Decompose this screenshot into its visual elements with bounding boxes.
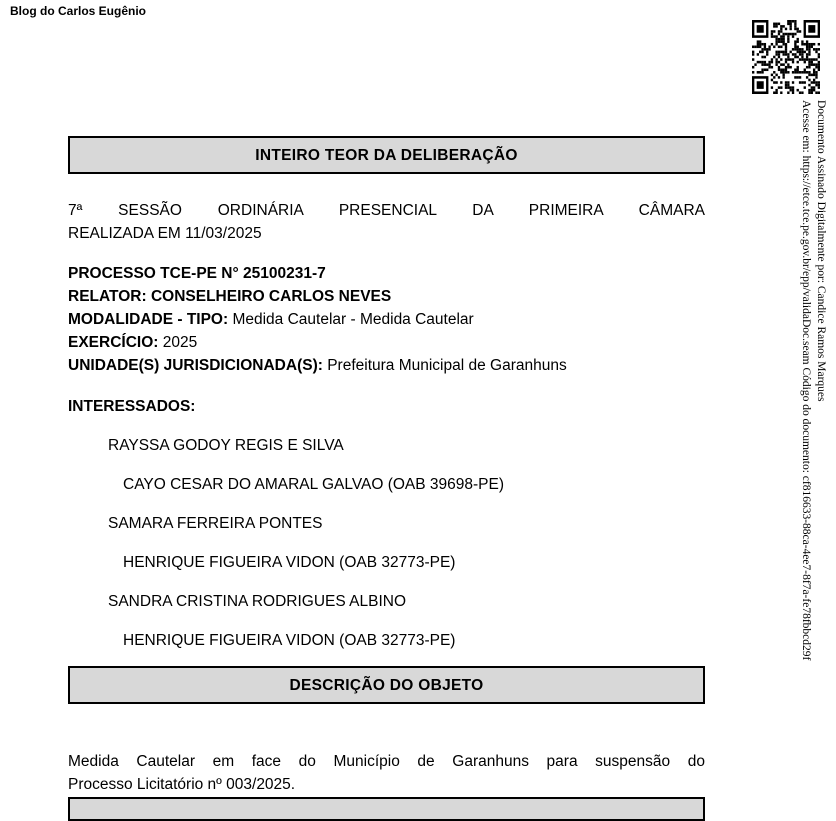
process-number-line: PROCESSO TCE-PE N° 25100231-7 — [68, 265, 326, 282]
qr-code — [752, 20, 820, 94]
section-title: INTEIRO TEOR DA DELIBERAÇÃO — [255, 146, 518, 164]
session-line-2: REALIZADA EM 11/03/2025 — [68, 225, 262, 242]
interested-party-name: RAYSSA GODOY REGIS E SILVA — [108, 437, 344, 454]
interested-party-name: SANDRA CRISTINA RODRIGUES ALBINO — [108, 593, 407, 610]
document-body — [68, 136, 705, 796]
relator-line: RELATOR: CONSELHEIRO CARLOS NEVES — [68, 288, 392, 305]
interested-party-name: SAMARA FERREIRA PONTES — [108, 515, 323, 532]
process-info — [68, 262, 705, 377]
object-description — [68, 750, 705, 796]
object-line-2: Processo Licitatório nº 003/2025. — [68, 776, 296, 793]
session-line-1: 7ª SESSÃO ORDINÁRIA PRESENCIAL DA PRIMEIRA CÂMARA — [68, 202, 705, 219]
blog-watermark: Blog do Carlos Eugênio — [10, 4, 147, 18]
unidade-line: UNIDADE(S) JURISDICIONADA(S): Prefeitura Municipal de Garanhuns — [68, 357, 567, 374]
interessados-list — [68, 434, 705, 652]
modalidade-line: MODALIDADE - TIPO: Medida Cautelar - Medida Cautelar — [68, 311, 474, 328]
section-header-clipped — [68, 797, 705, 821]
party-attorney-name: HENRIQUE FIGUEIRA VIDON (OAB 32773-PE) — [123, 554, 456, 571]
object-line-1: Medida Cautelar em face do Município de Garanhuns para suspensão do — [68, 753, 705, 770]
interessados-heading: INTERESSADOS: — [68, 398, 196, 415]
session-paragraph — [68, 199, 705, 245]
section-header-inteiro-teor — [68, 136, 705, 174]
party-attorney-name: HENRIQUE FIGUEIRA VIDON (OAB 32773-PE) — [123, 632, 456, 649]
stamp-signer-line: Documento Assinado Digitalmente por: Candice Ramos Marques — [815, 100, 827, 402]
signature-stamp — [798, 100, 828, 792]
stamp-validation-line: Acesse em: https://etce.tce.pe.gov.br/epp/validaDoc.seam Código do documento: cf816633-88ca-4ee7-8f7a-fe78fbbcd29f — [800, 100, 812, 661]
section-title: DESCRIÇÃO DO OBJETO — [289, 676, 484, 694]
section-header-descricao-objeto — [68, 666, 705, 704]
party-attorney-name: CAYO CESAR DO AMARAL GALVAO (OAB 39698-PE) — [123, 476, 505, 493]
exercicio-line: EXERCÍCIO: 2025 — [68, 334, 198, 351]
